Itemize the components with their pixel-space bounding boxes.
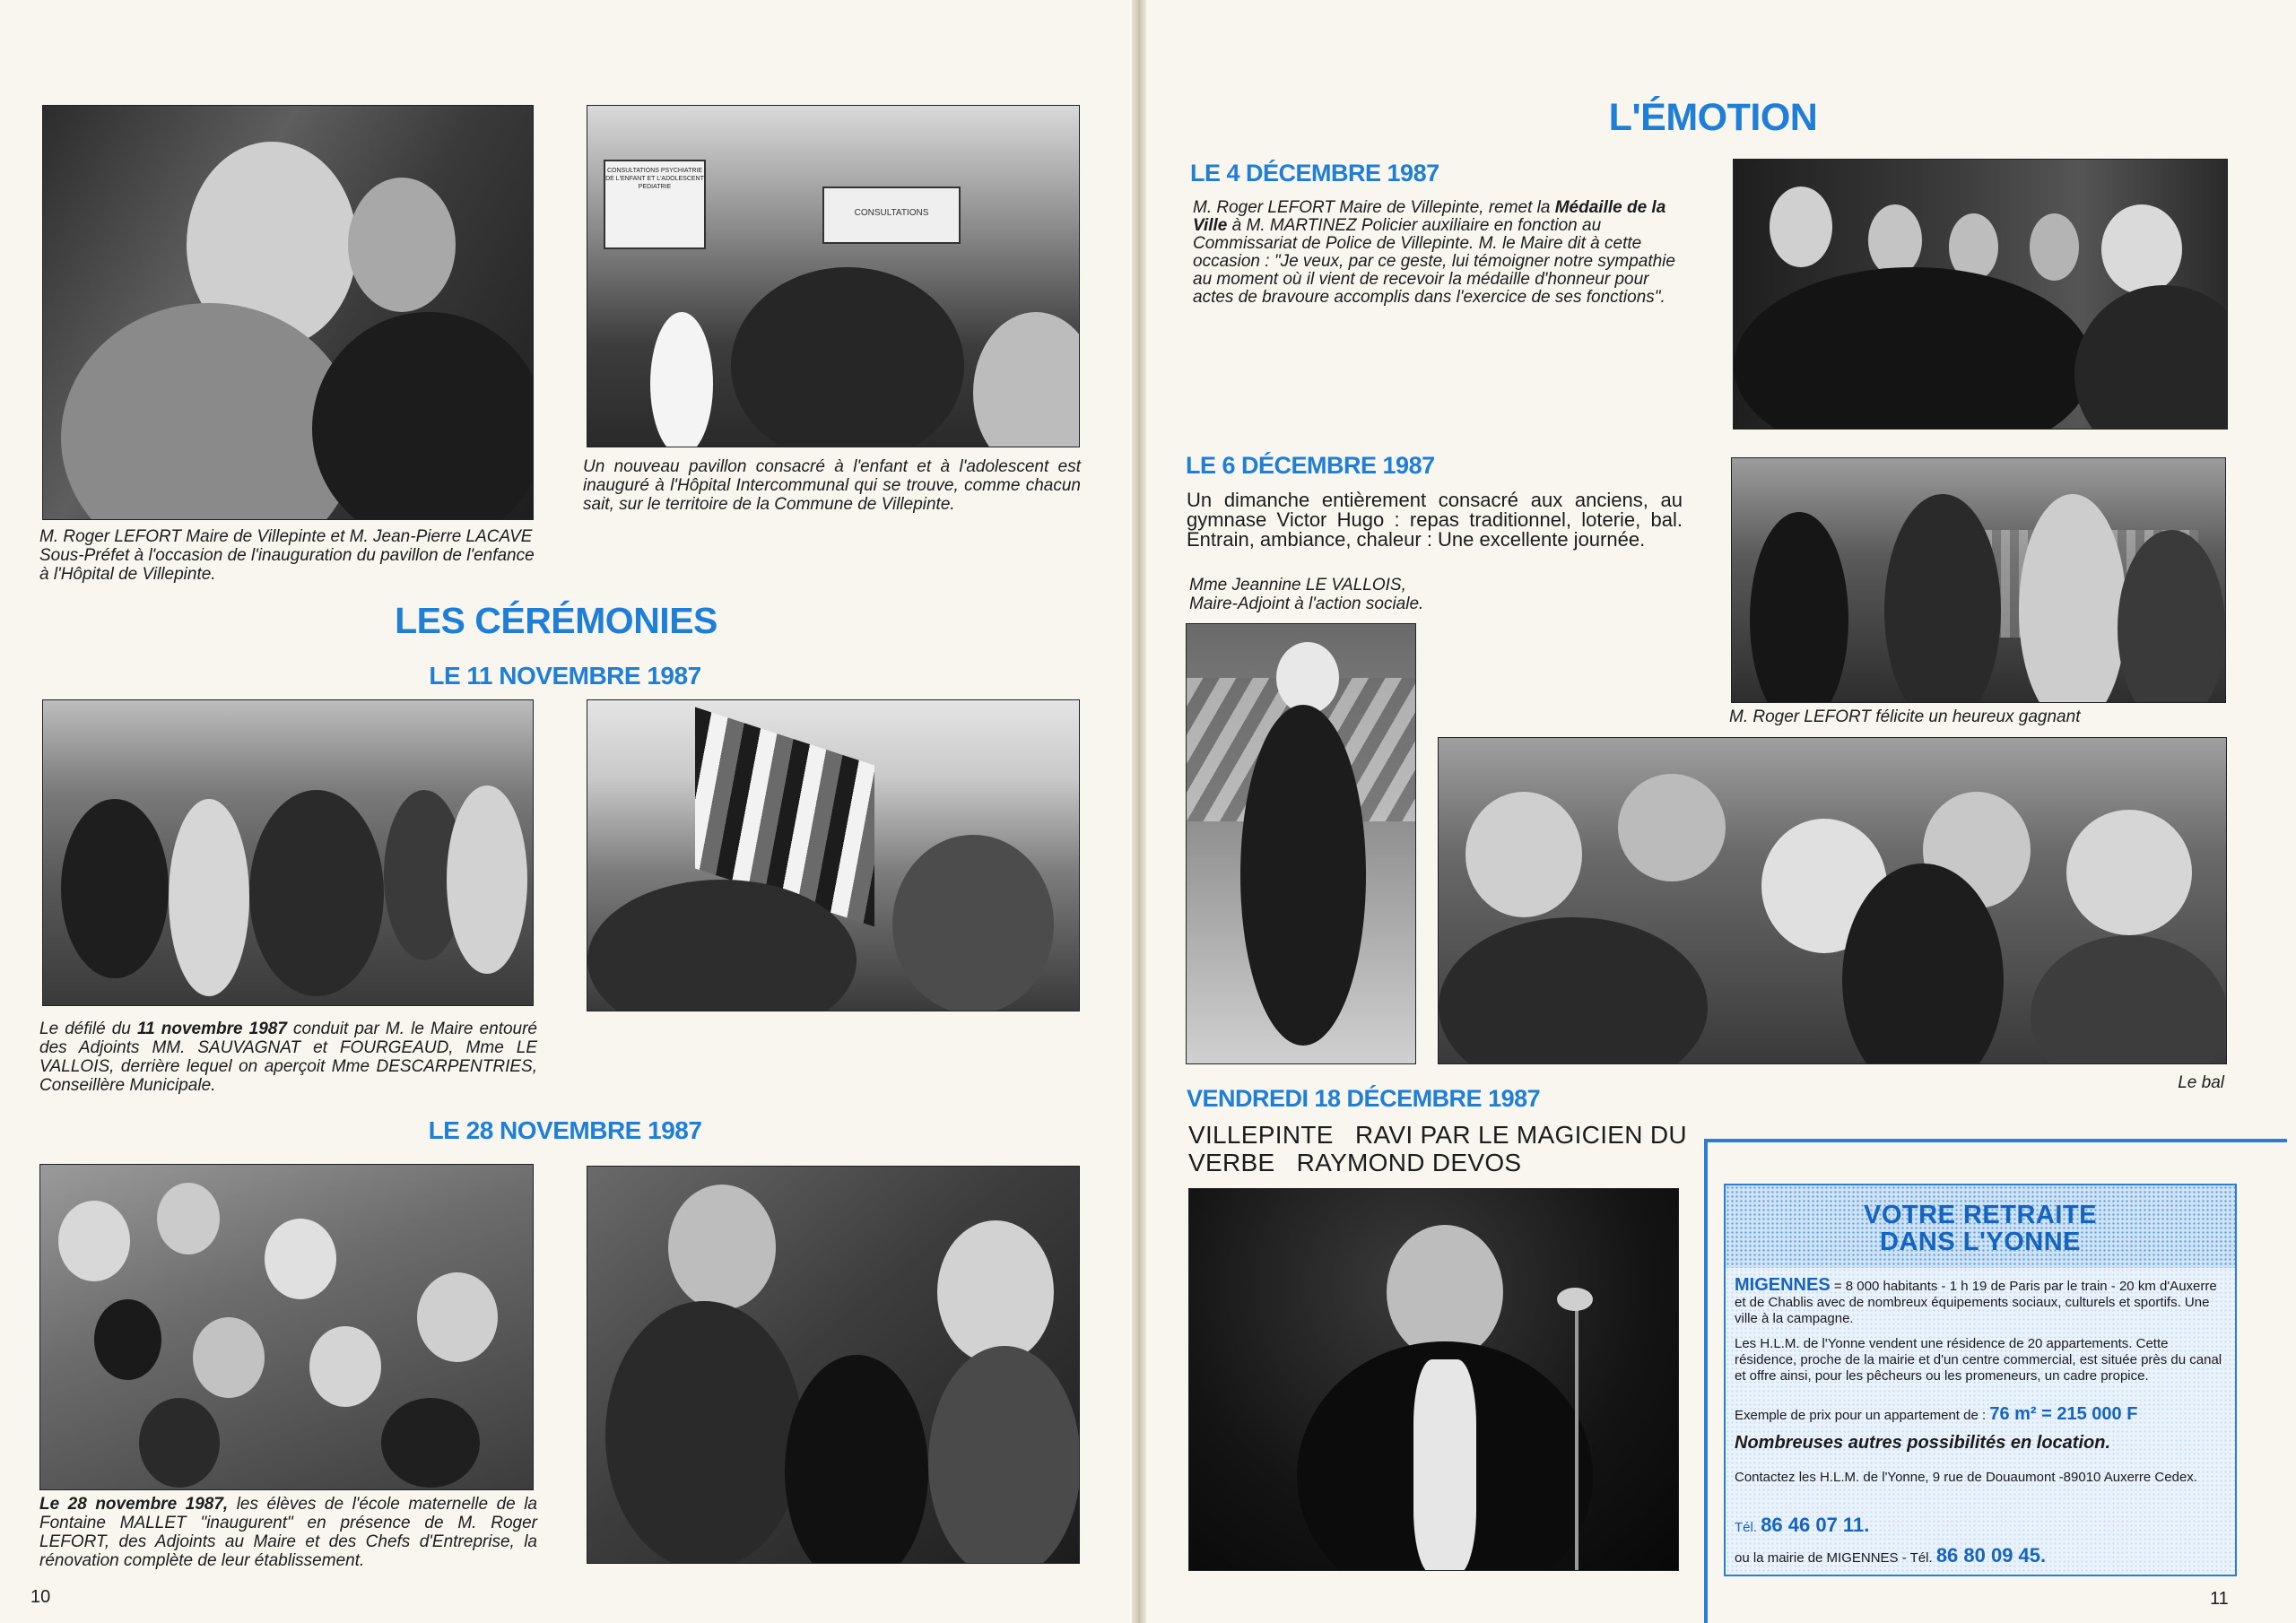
heading-11-november: LE 11 NOVEMBRE 1987	[429, 662, 701, 690]
photo-mayor-subprefect-caption: M. Roger LEFORT Maire de Villepinte et M. Jean-Pierre LACAVE Sous-Préfet à l'occasion de l'inauguration du pavillon de l'enfance à l'Hôpital de Villepinte.	[39, 527, 535, 584]
heading-4-december: LE 4 DÉCEMBRE 1987	[1190, 160, 1439, 187]
heading-6-december: LE 6 DÉCEMBRE 1987	[1186, 452, 1435, 479]
ad-title: VOTRE RETRAITE DANS L'YONNE	[1864, 1201, 2097, 1256]
december-4-text: M. Roger LEFORT Maire de Villepinte, remet la Médaille de la Ville à M. MARTINEZ Policier auxiliaire en fonction au Commissariat de Police de Villepinte. M. le Maire dit à cette occasion : "Je veux, par ce geste, lui témoigner notre sympathie au moment où il vient de recevoir la médaille d'honneur pour actes de bravoure accomplis dans l'exercice de ses fonctions".	[1193, 198, 1675, 307]
photo-mayor-subprefect	[42, 105, 534, 520]
photo-dance-ball	[1438, 737, 2227, 1064]
photo-le-vallois	[1186, 623, 1416, 1064]
ad-intro: MIGENNES = 8 000 habitants - 1 h 19 de Paris par le train - 20 km d'Auxerre et de Chablis avec de nombreux équipements sociaux, culturels et sportifs. Une ville à la campagne.	[1735, 1275, 2217, 1326]
ad-rental: Nombreuses autres possibilités en location.	[1735, 1433, 2111, 1453]
photo-lottery-winner	[1731, 457, 2226, 703]
photo-hospital-pavilion	[587, 105, 1080, 447]
heading-18-december: VENDREDI 18 DÉCEMBRE 1987	[1187, 1085, 1541, 1112]
december-6-text: Un dimanche entièrement consacré aux anciens, au gymnase Victor Hugo : repas traditionnel, loterie, bal. Entrain, ambiance, chaleur : Une excellente journée.	[1187, 489, 1683, 551]
photo-school-children	[39, 1164, 534, 1490]
november-28-caption: Le 28 novembre 1987, les élèves de l'école maternelle de la Fontaine MALLET "inaugurent" en présence de M. Roger LEFORT, des Adjoints au Maire et des Chefs d'Entreprise, la rénovation complète de leur établissement.	[39, 1495, 537, 1570]
page-number-left: 10	[30, 1587, 51, 1607]
ad-phone: Tél. 86 46 07 11.	[1735, 1514, 1870, 1536]
ad-description: Les H.L.M. de l'Yonne vendent une résidence de 20 appartements. Cette résidence, proche de la mairie et d'un centre commercial, est située près du canal et offre ainsi, pour les pêcheurs ou les promeneurs, un cadre propice.	[1735, 1336, 2222, 1384]
consultations-sign: CONSULTATIONS	[822, 187, 961, 244]
section-title-ceremonies: LES CÉRÉMONIES	[395, 600, 718, 641]
ad-frame-top	[1704, 1139, 2287, 1142]
photo-police-medal	[1733, 159, 2228, 430]
ad-mairie-phone: ou la mairie de MIGENNES - Tél. 86 80 09 45.	[1735, 1544, 2047, 1567]
devos-line-2: VERBE RAYMOND DEVOS	[1188, 1149, 1522, 1176]
page-number-right: 11	[2210, 1589, 2229, 1609]
ad-contact: Contactez les H.L.M. de l'Yonne, 9 rue de Douaumont -89010 Auxerre Cedex.	[1735, 1470, 2197, 1485]
section-title-emotion: L'ÉMOTION	[1608, 96, 1818, 139]
ad-body	[1726, 1268, 2235, 1575]
vallois-caption: Mme Jeannine LE VALLOIS, Maire-Adjoint à l'action sociale.	[1189, 576, 1424, 613]
heading-28-november: LE 28 NOVEMBRE 1987	[428, 1116, 702, 1144]
photo-raymond-devos	[1188, 1188, 1679, 1571]
photo-memorial-flags	[587, 699, 1080, 1011]
devos-line-1: VILLEPINTE RAVI PAR LE MAGICIEN DU	[1188, 1121, 1687, 1149]
ad-frame-left	[1704, 1139, 1708, 1623]
photo-hospital-pavilion-caption: Un nouveau pavillon consacré à l'enfant et à l'adolescent est inauguré à l'Hôpital Intercommunal qui se trouve, comme chacun sait, sur le territoire de la Commune de Villepinte.	[583, 457, 1081, 514]
retirement-advertisement	[1724, 1184, 2237, 1576]
book-gutter	[1132, 0, 1146, 1623]
hospital-sign: CONSULTATIONS PSYCHIATRIE DE L'ENFANT ET L'ADOLESCENT PEDIATRIE	[604, 160, 706, 249]
ball-caption: Le bal	[2178, 1073, 2224, 1092]
ad-price: Exemple de prix pour un appartement de : 76 m² = 215 000 F	[1735, 1404, 2138, 1424]
photo-officials-meeting	[587, 1166, 1080, 1564]
winner-caption: M. Roger LEFORT félicite un heureux gagnant	[1729, 707, 2081, 726]
november-11-caption: Le défilé du 11 novembre 1987 conduit par M. le Maire entouré des Adjoints MM. SAUVAGNAT et FOURGEAUD, Mme LE VALLOIS, derrière lequel on aperçoit Mme DESCARPENTRIES, Conseillère Municipale.	[39, 1020, 537, 1095]
photo-november-parade	[42, 699, 534, 1006]
ad-header	[1726, 1185, 2235, 1268]
